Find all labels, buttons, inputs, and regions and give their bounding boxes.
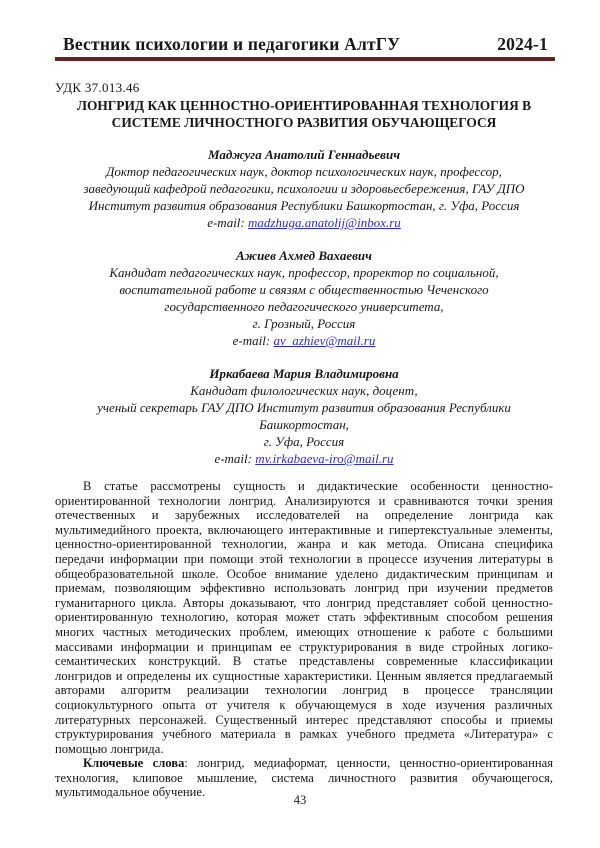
email-link[interactable]: av_azhiev@mail.ru <box>273 333 376 348</box>
udc-code: УДК 37.013.46 <box>55 80 140 95</box>
journal-title: Вестник психологии и педагогики АлтГУ <box>63 34 401 54</box>
author-email-line <box>55 332 553 349</box>
article-content <box>55 79 553 800</box>
email-label: e-mail: <box>214 451 256 466</box>
author-name: Ажиев Ахмед Вахаевич <box>236 248 372 263</box>
keywords-label: Ключевые слова <box>83 756 185 771</box>
email-label: e-mail: <box>207 215 248 230</box>
header-rule <box>55 57 555 61</box>
page-number: 43 <box>293 793 307 807</box>
author-block-1 <box>55 146 553 231</box>
running-header <box>56 33 554 55</box>
author-name: Иркабаева Мария Владимировна <box>209 366 399 381</box>
author-block-2 <box>55 247 553 349</box>
email-link[interactable]: mv.irkabaeva-iro@mail.ru <box>255 451 394 466</box>
email-link[interactable]: madzhuga.anatolij@inbox.ru <box>248 215 401 230</box>
author-email-line <box>55 214 553 231</box>
author-affiliation: Кандидат педагогических наук, профессор, проректор по социальной, воспитательной работе и связям с общественностью Чеченского государственного педагогического университета, г. Грозный, Россия <box>109 265 499 331</box>
email-label: e-mail: <box>232 333 274 348</box>
article-title: ЛОНГРИД КАК ЦЕННОСТНО-ОРИЕНТИРОВАННАЯ ТЕХНОЛОГИЯ В СИСТЕМЕ ЛИЧНОСТНОГО РАЗВИТИЯ ОБУЧАЮЩЕГОСЯ <box>76 98 532 130</box>
abstract-paragraph: В статье рассмотрены сущность и дидактические особенности ценностно-ориентированной технологии лонгрид. Анализируются и сравниваются точки зрения отечественных и зарубежных исследователей на определение лонгрида как мультимедийного проекта, включающего интерактивные и гипертекстуальные элементы, ценностно-ориентированной технологии, жанра и как метода. Описана специфика передачи информации при помощи этой технологии в процессе изучения литературы в общеобразовательной школе. Особое внимание уделено дидактическим принципам и приемам, позволяющим эффективно использовать лонгрид при изучении предметов гуманитарного цикла. Авторы доказывают, что лонгрид представляет собой ценностно-ориентированную технологию, которая может стать эффективным способом решения многих частных методических проблем, имеющих отношение к работе с большими массивами информации и принципам ее структурирования в виде стройных логико-семантических конструкций. В статье представлены современные классификации лонгридов и определены их сущностные характеристики. Ценным является предлагаемый авторами алгоритм реализации технологии лонгрид в процессе трансляции социокультурного опыта от учителя к обучающемуся в ходе изучения различных литературных персонажей. Существенный интерес представляют способы и приемы структурирования учебного материала в рамках учебного предмета «Литература» с помощью лонгрида. <box>55 479 553 756</box>
author-affiliation: Доктор педагогических наук, доктор психологических наук, профессор, заведующий кафедрой педагогики, психологии и здоровьесбережения, ГАУ ДПО Институт развития образования Республики Башкортостан, г. Уфа, Россия <box>83 164 525 213</box>
keywords-text: : лонгрид, медиаформат, ценности, ценностно-ориентированная технология, клиповое мышление, система личностного развития обучающегося, мультимодальное обучение. <box>55 756 553 800</box>
author-name: Маджуга Анатолий Геннадьевич <box>207 147 401 162</box>
author-email-line <box>55 450 553 467</box>
issue-number: 2024-1 <box>497 34 548 54</box>
author-block-3 <box>55 365 553 467</box>
author-affiliation: Кандидат филологических наук, доцент, ученый секретарь ГАУ ДПО Институт развития образования Республики Башкортостан, г. Уфа, Россия <box>97 383 511 449</box>
